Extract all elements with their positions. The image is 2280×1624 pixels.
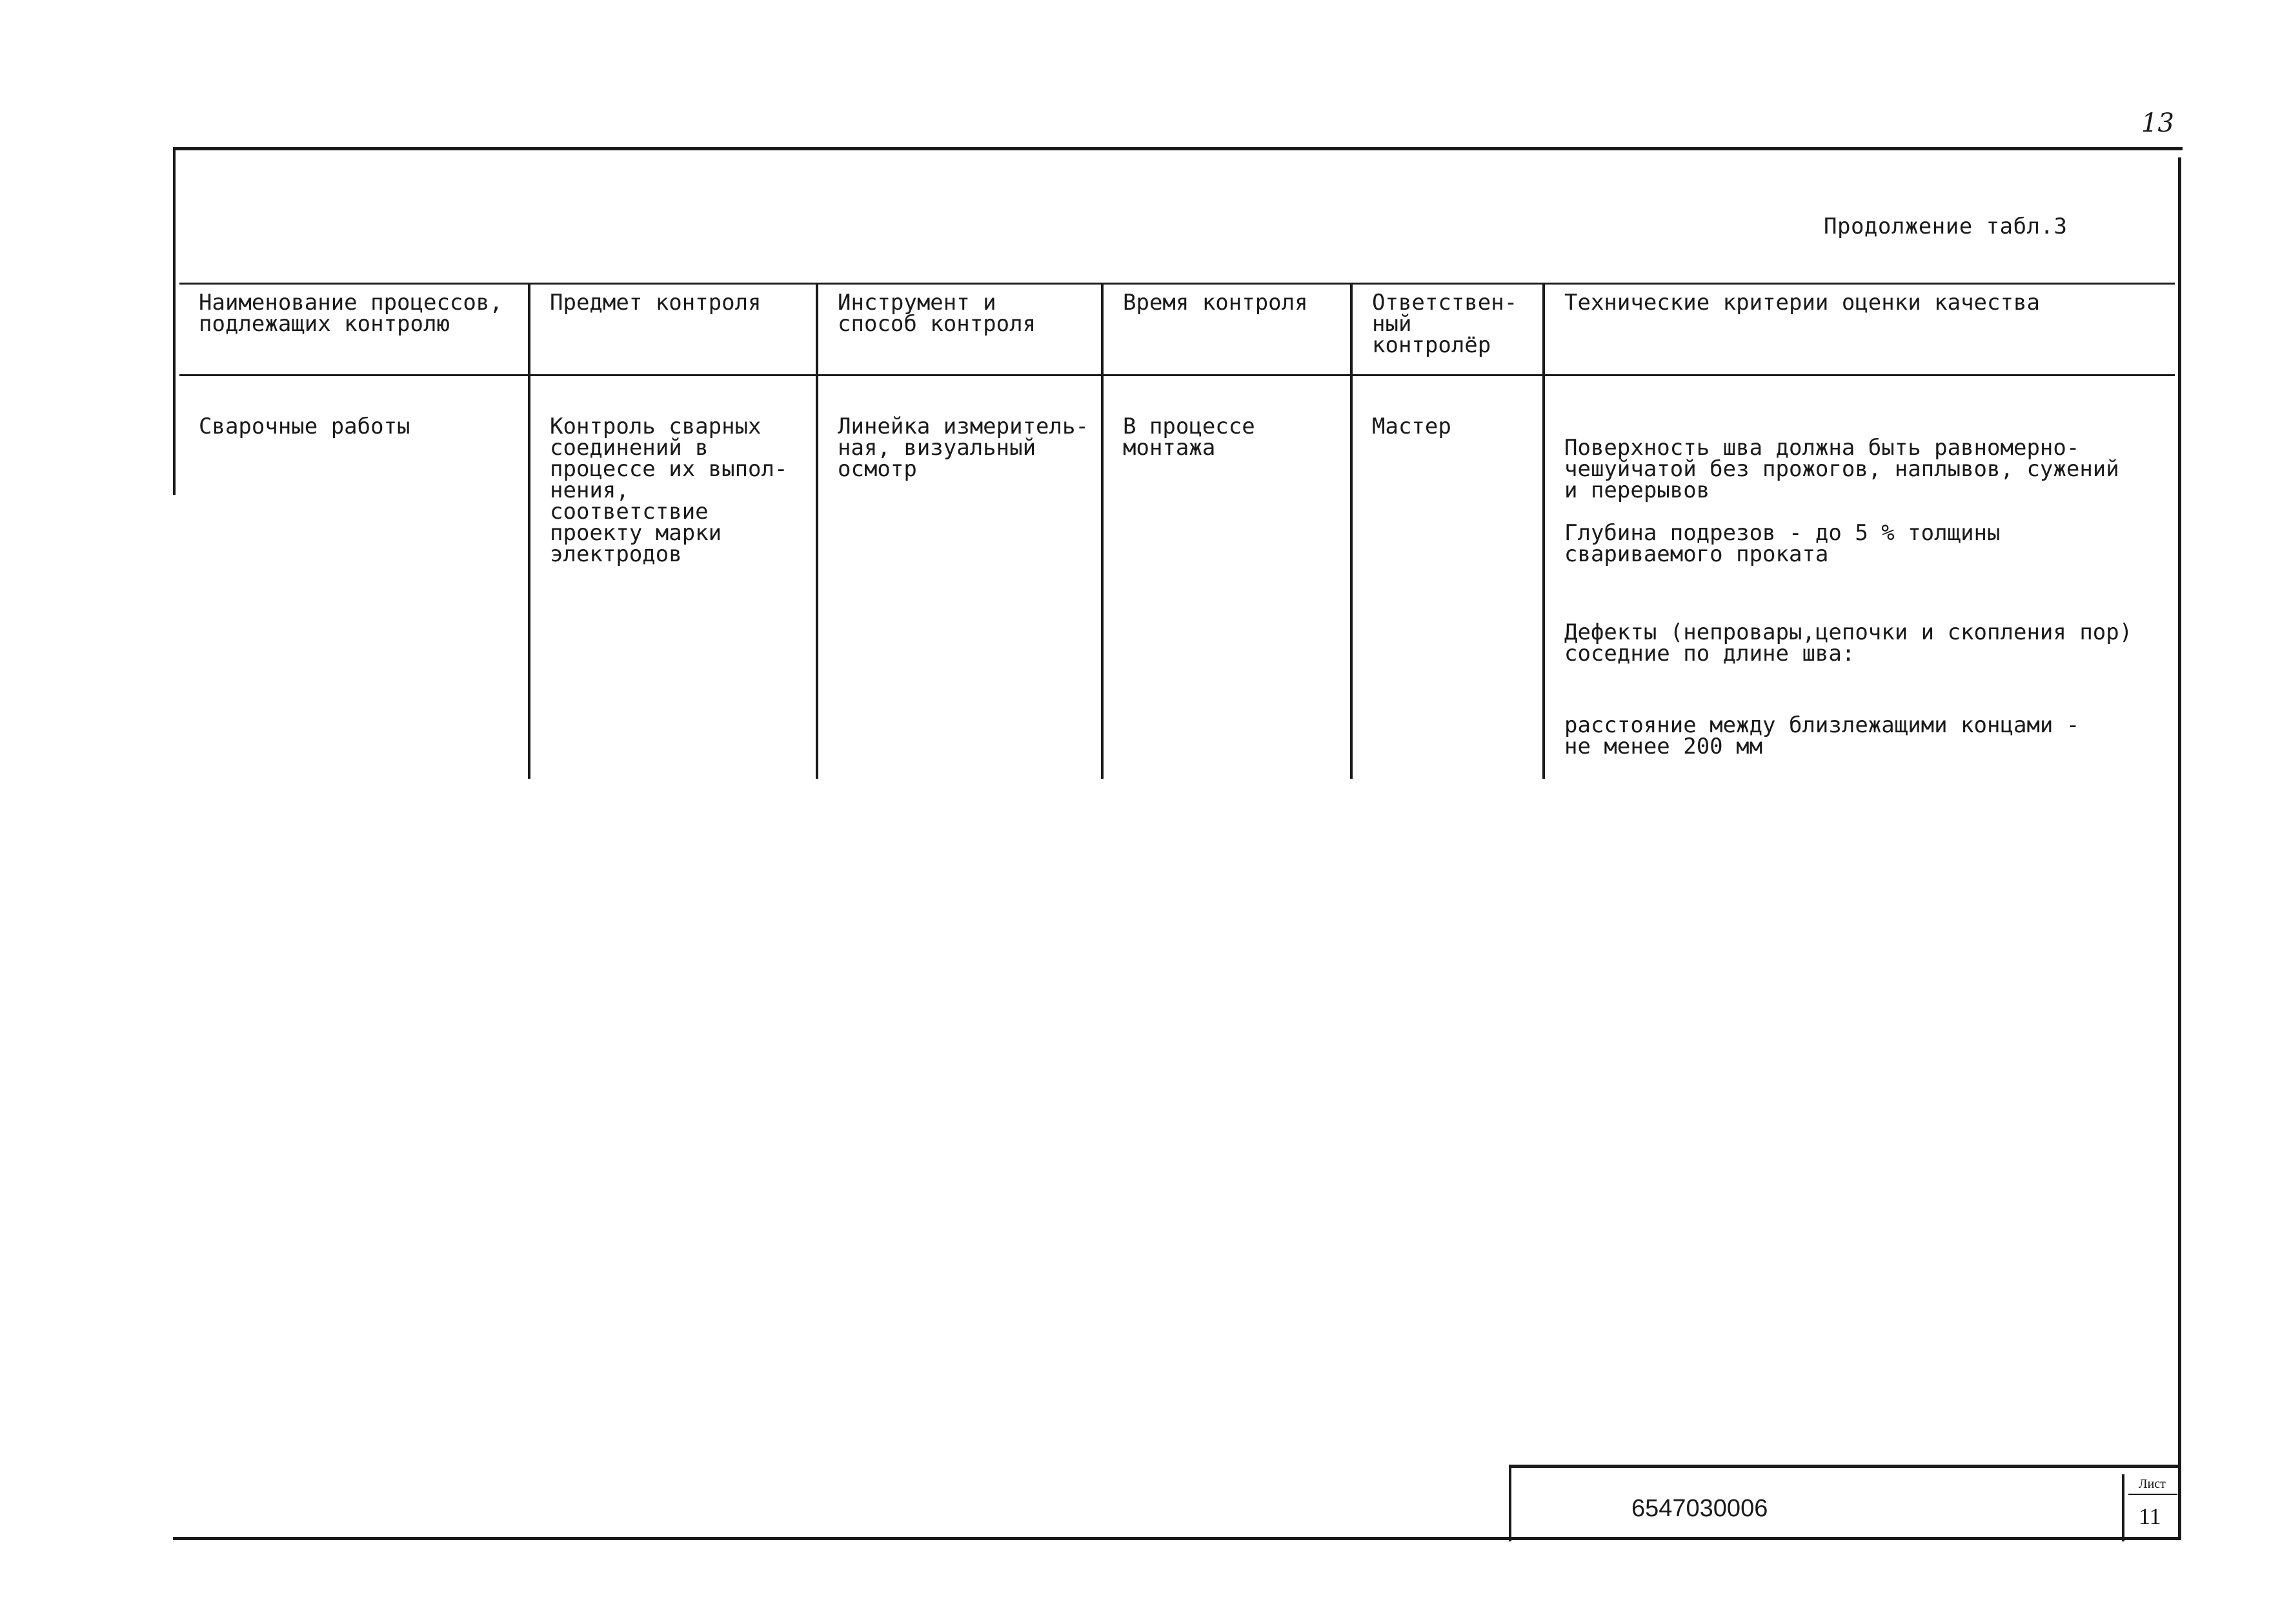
cell-subject: Контроль сварных соединений в процессе их выпол- нения, соответствие проекту марки электродов <box>529 376 817 779</box>
table-continuation-label: Продолжение табл.3 <box>1824 214 2068 239</box>
criterion-surface: Поверхность шва должна быть равномерно- чешуйчатой без прожогов, наплывов, сужений и перерывов <box>1564 435 2119 503</box>
frame-left-border <box>173 150 176 495</box>
cell-time: В процессе монтажа <box>1102 376 1351 779</box>
sheet-number-box <box>2122 1474 2180 1541</box>
cell-criteria <box>1544 376 2175 779</box>
frame-top-border <box>173 147 2183 150</box>
sheet-label: Лист <box>2139 1477 2166 1491</box>
cell-tool: Линейка измеритель- ная, визуальный осмотр <box>817 376 1102 779</box>
criterion-defects: Дефекты (непровары,цепочки и скопления пор) соседние по длине шва: <box>1564 619 2133 667</box>
header-tool: Инструмент и способ контроля <box>817 284 1102 376</box>
header-responsible: Ответствен- ный контролёр <box>1351 284 1544 376</box>
title-block-stamp <box>1509 1465 2181 1541</box>
table-header-row <box>179 284 2175 376</box>
criterion-distance: расстояние между близлежащими концами - не менее 200 мм <box>1564 712 2080 759</box>
cell-responsible: Мастер <box>1351 376 1544 779</box>
cell-process: Сварочные работы <box>199 414 410 439</box>
header-time: Время контроля <box>1102 284 1351 376</box>
header-process: Наименование процессов, подлежащих контролю <box>179 284 529 376</box>
page-number: 13 <box>2141 108 2174 138</box>
header-criteria: Технические критерии оценки качества <box>1544 284 2175 376</box>
sheet-divider <box>2128 1494 2177 1495</box>
document-code: 6547030006 <box>1631 1495 1768 1522</box>
criterion-undercut-depth: Глубина подрезов - до 5 % толщины свариваемого проката <box>1564 520 2001 567</box>
header-subject: Предмет контроля <box>529 284 817 376</box>
table-row <box>179 376 2175 779</box>
quality-control-table <box>179 283 2175 779</box>
sheet-number: 11 <box>2139 1503 2161 1529</box>
frame-right-border <box>2178 157 2181 1538</box>
